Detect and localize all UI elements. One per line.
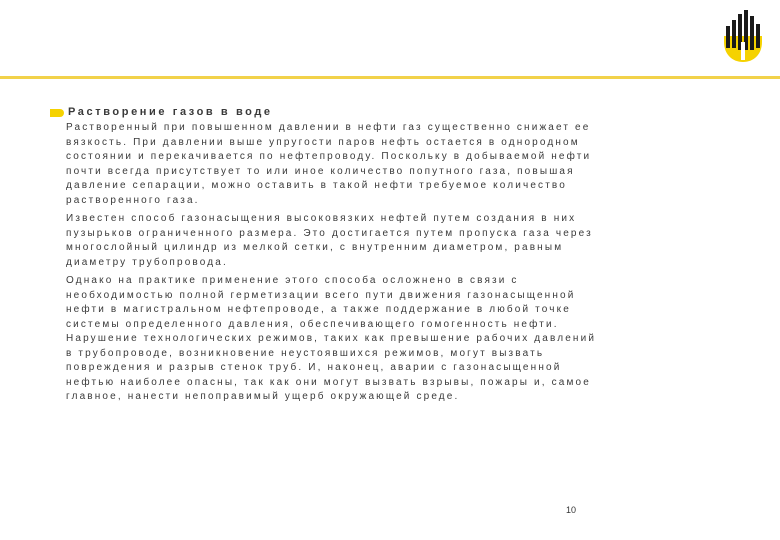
text-line: нефти в магистральном нефтепроводе, а также поддержание в любой точке [66, 304, 571, 315]
logo-bar-5 [750, 16, 754, 50]
text-line: давление сепарации, можно оставить в такой нефти требуемое количество [66, 180, 567, 191]
text-line: в трубопроводе, возникновение неустоявшихся режимов, могут вызвать [66, 347, 545, 359]
text-line: повреждения и разрыв стенок труб. И, наконец, аварии с газонасыщенной [66, 362, 562, 373]
text-line: Растворенный при повышенном давлении в нефти газ существенно снижает ее [66, 122, 591, 133]
rosneft-logo-icon [718, 8, 768, 64]
company-logo [718, 8, 768, 64]
text-line: вязкость. При давлении выше упругости паров нефть остается в однородном [66, 136, 580, 148]
page-number: 10 [566, 505, 577, 515]
text-line: пузырьков ограниченного размера. Это достигается путем пропуска газа через [66, 227, 593, 239]
text-line: многослойный цилиндр из мелкой сетки, с внутренним диаметром, равным [66, 242, 564, 253]
paragraph-2 [66, 212, 734, 270]
heading-row [50, 106, 750, 121]
slide-heading: Растворение газов в воде [68, 106, 273, 118]
text-line: Известен способ газонасыщения высоковязких нефтей путем создания в них [66, 213, 577, 224]
header-rule [0, 76, 780, 79]
text-line: главное, нанести непоправимый ущерб окружающей среде. [66, 391, 460, 402]
text-line: состоянии и перекачивается по нефтепроводу. Поскольку в добываемой нефти [66, 151, 592, 162]
text-line: диаметру трубопровода. [66, 256, 228, 268]
text-line: растворенного газа. [66, 194, 200, 206]
paragraph-1 [66, 121, 734, 208]
logo-bar-6 [756, 24, 760, 48]
bullet-marker [50, 109, 64, 117]
text-line: Нарушение технологических режимов, таких как превышение рабочих давлений [66, 333, 597, 344]
text-line: необходимостью полной герметизации всего пути движения газонасыщенной [66, 289, 576, 301]
body-text [50, 121, 750, 405]
slide-content [50, 106, 750, 409]
text-line: Однако на практике применение этого способа осложнено в связи с [66, 275, 519, 286]
logo-bar-1 [726, 26, 730, 48]
text-line: почти всегда присутствует то или иное количество попутного газа, повышая [66, 165, 575, 177]
logo-white-slot [741, 42, 745, 60]
logo-bar-2 [732, 20, 736, 48]
text-line: системы определенного давления, обеспечивающего гомогенность нефти. [66, 318, 559, 330]
paragraph-3 [66, 274, 734, 405]
text-line: нефтью наиболее опасны, так как они могут вызвать взрывы, пожары и, самое [66, 376, 591, 388]
